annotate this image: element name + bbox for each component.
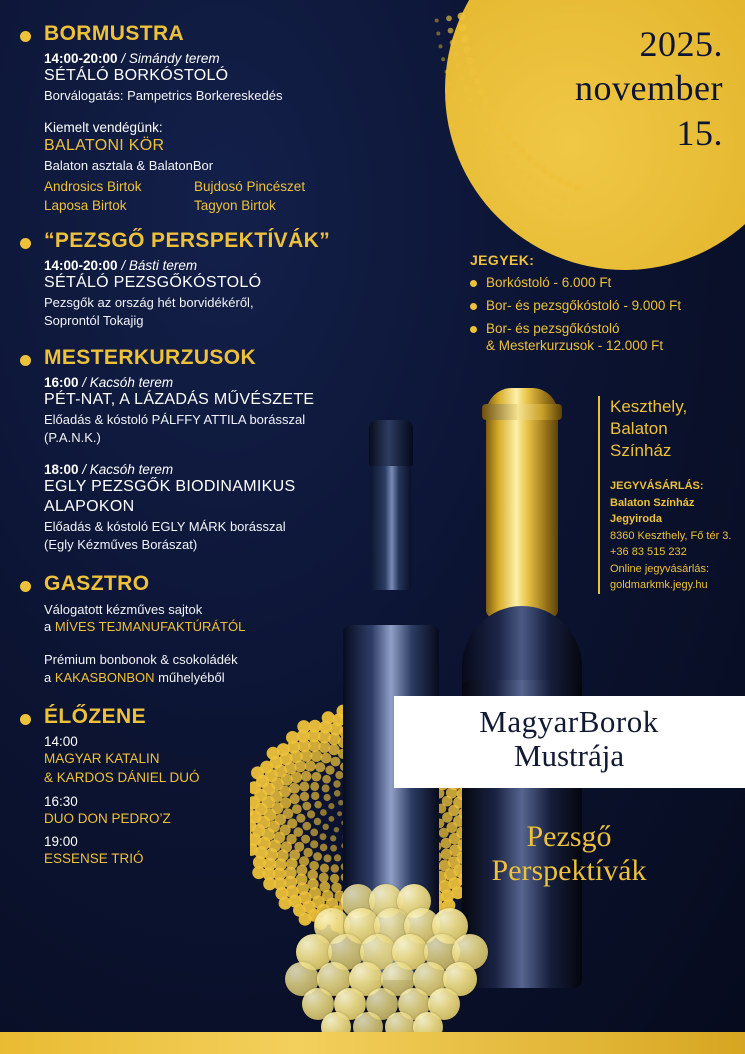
- block-subtitle: SÉTÁLÓ BORKÓSTOLÓ: [44, 67, 229, 84]
- block-title: “PEZSGŐ PERSPEKTÍVÁK”: [44, 228, 331, 252]
- bullet-icon: [20, 31, 31, 42]
- bullet-icon: [470, 303, 477, 310]
- brand-line-1: MagyarBorok: [479, 704, 659, 739]
- venue-section: [598, 396, 738, 594]
- masterclass-note2: (Egly Kézműves Borászat): [44, 536, 198, 552]
- bottle-cap: [369, 420, 413, 466]
- venue-name-line2: Balaton: [610, 419, 668, 439]
- bottom-gold-bar: [0, 1032, 745, 1054]
- bottle-gold-foil: [486, 388, 558, 618]
- estate-item: Tagyon Birtok: [194, 197, 276, 213]
- music-name-line2: & KARDOS DÁNIEL DUÓ: [44, 770, 200, 786]
- bottle-foil-lip: [482, 404, 562, 420]
- box-office-phone: +36 83 515 232: [610, 546, 687, 559]
- bullet-icon: [470, 280, 477, 287]
- ticket-item: [470, 320, 732, 356]
- block-title: BORMUSTRA: [44, 22, 185, 45]
- tickets-heading: JEGYEK:: [470, 252, 535, 268]
- block-note-line1: Pezsgők az ország hét borvidékéről,: [44, 294, 254, 310]
- tickets-section: [470, 252, 732, 360]
- bullet-icon: [20, 355, 31, 366]
- highlight-note: Balaton asztala & BalatonBor: [44, 157, 214, 173]
- ticket-item: [470, 274, 732, 292]
- brand-subtitle-line1: Pezsgő: [526, 820, 612, 853]
- box-office-online-url[interactable]: goldmarkmk.jegy.hu: [610, 579, 708, 592]
- block-room: / Simándy terem: [121, 51, 220, 66]
- gasztro-partner-name: MÍVES TEJMANUFAKTÚRÁTÓL: [54, 619, 246, 635]
- ticket-label: Borkóstoló - 6.000 Ft: [486, 275, 612, 290]
- date-line-2: november: [575, 68, 723, 109]
- brand-subtitle-line2: Perspektívák: [491, 854, 647, 888]
- music-name: DUO DON PEDRO’Z: [44, 810, 171, 826]
- block-time-row: [44, 51, 446, 66]
- box-office-line2: Jegyiroda: [610, 513, 662, 526]
- gasztro-prefix: a: [44, 619, 55, 635]
- ticket-label-line1: Bor- és pezsgőkóstoló: [486, 320, 620, 336]
- box-office-online-label: Online jegyvásárlás:: [610, 562, 710, 575]
- ticket-label: Bor- és pezsgőkóstoló - 9.000 Ft: [486, 297, 682, 313]
- estate-item: Bujdosó Pincészet: [194, 178, 306, 194]
- bullet-icon: [20, 238, 31, 249]
- gasztro-line-1: Válogatott kézműves sajtok: [44, 601, 203, 617]
- music-time: 14:00: [44, 734, 78, 750]
- block-time: 14:00-20:00: [44, 257, 118, 273]
- grape-cluster-illustration: [262, 884, 502, 1052]
- block-title: ÉLŐZENE: [44, 705, 146, 729]
- masterclass-note2: (P.A.N.K.): [44, 429, 101, 445]
- estate-item: Androsics Birtok: [44, 178, 142, 194]
- block-note: Borválogatás: Pampetrics Borkereskedés: [44, 88, 283, 103]
- masterclass-time-row: [44, 375, 446, 390]
- masterclass-name-line2: ALAPOKON: [44, 497, 135, 515]
- block-room: / Básti terem: [121, 257, 198, 273]
- box-office-line1: Balaton Színház: [610, 496, 695, 509]
- date-line-1: 2025.: [639, 24, 723, 64]
- gasztro-line-3: Prémium bonbonok & csokoládék: [44, 652, 238, 668]
- masterclass-name: EGLY PEZSGŐK BIODINAMIKUS: [44, 477, 296, 495]
- brand-subtitle: [404, 820, 734, 888]
- block-title: MESTERKURZUSOK: [44, 345, 257, 369]
- music-time: 16:30: [44, 793, 78, 809]
- masterclass-name: PÉT-NAT, A LÁZADÁS MŰVÉSZETE: [44, 390, 315, 408]
- masterclass-room: / Kacsóh terem: [82, 374, 174, 390]
- bullet-icon: [470, 326, 477, 333]
- block-title: GASZTRO: [44, 571, 150, 595]
- estates-grid: [44, 179, 446, 213]
- gasztro-partner-name-2: KAKASBONBON: [54, 670, 155, 686]
- programme-block-pezsgo-perspektivak: [16, 229, 446, 330]
- box-office-info: [610, 478, 738, 594]
- box-office-address: 8360 Keszthely, Fő tér 3.: [610, 529, 732, 542]
- block-note-line2: Soprontól Tokajig: [44, 312, 144, 328]
- music-name: ESSENSE TRIÓ: [44, 850, 144, 866]
- brand-line-2: Mustrája: [513, 737, 625, 773]
- bullet-icon: [20, 581, 31, 592]
- ticket-item: [470, 297, 732, 315]
- estate-item: Laposa Birtok: [44, 197, 127, 213]
- block-time-row: [44, 258, 446, 273]
- masterclass-time: 18:00: [44, 461, 79, 477]
- highlight-label: Kiemelt vendégünk:: [44, 119, 163, 135]
- event-date: [423, 22, 723, 155]
- highlight-name: BALATONI KÖR: [44, 136, 165, 154]
- masterclass-note1: Előadás & kóstoló PÁLFFY ATTILA borásszal: [44, 411, 306, 427]
- gasztro-suffix: műhelyéből: [154, 670, 225, 686]
- masterclass-note1: Előadás & kóstoló EGLY MÁRK borásszal: [44, 518, 286, 534]
- block-subtitle: SÉTÁLÓ PEZSGŐKÓSTOLÓ: [44, 273, 262, 291]
- programme-block-bormustra: [16, 22, 446, 213]
- box-office-heading: JEGYVÁSÁRLÁS:: [610, 480, 704, 493]
- bullet-icon: [20, 714, 31, 725]
- music-name: MAGYAR KATALIN: [44, 751, 160, 767]
- venue-name-line3: Színház: [610, 441, 672, 461]
- masterclass-room: / Kacsóh terem: [82, 461, 174, 477]
- ticket-label-line2: & Mesterkurzusok - 12.000 Ft: [486, 338, 664, 354]
- block-time: 14:00-20:00: [44, 51, 118, 66]
- gasztro-prefix-2: a: [44, 670, 55, 686]
- music-time: 19:00: [44, 833, 78, 849]
- venue-name-line1: Keszthely,: [610, 397, 688, 416]
- brand-lockup: [404, 706, 734, 773]
- masterclass-time: 16:00: [44, 374, 79, 390]
- date-line-3: 15.: [676, 112, 723, 153]
